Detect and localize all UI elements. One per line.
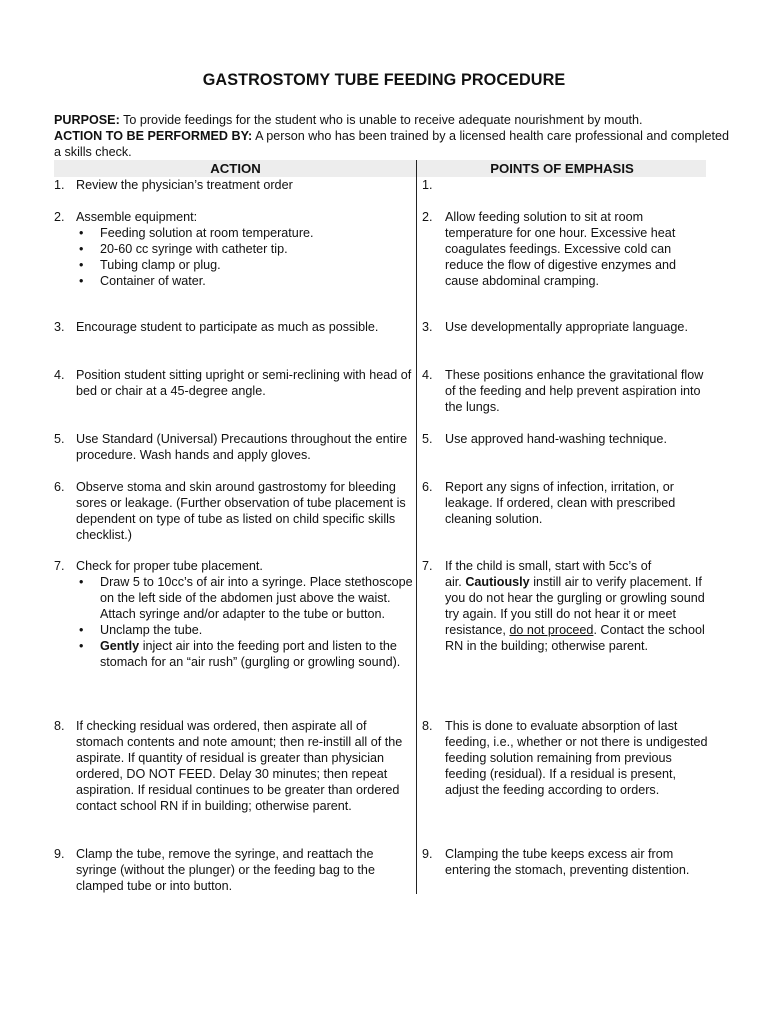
column-header-emphasis: POINTS OF EMPHASIS	[490, 161, 634, 176]
underlined-phrase: do not proceed	[509, 623, 594, 637]
emphasis-step-3	[422, 319, 712, 335]
step-number: 9.	[54, 847, 65, 861]
purpose-label: PURPOSE:	[54, 113, 120, 127]
list-item: • Container of water.	[76, 273, 414, 289]
emphasis-number: 4.	[422, 368, 433, 382]
emphasis-step-4	[422, 367, 712, 415]
emphasis-text-part: . Contact the school RN in the building; otherwise parent.	[445, 623, 705, 653]
step-number: 8.	[54, 719, 65, 733]
step-text: Assemble equipment:	[76, 210, 198, 224]
action-step-7	[54, 558, 414, 670]
emphasis-text-part: air.	[445, 575, 466, 589]
emphasis-word: Cautiously	[465, 575, 530, 589]
action-step-9	[54, 846, 414, 894]
step-text: Check for proper tube placement.	[76, 559, 263, 573]
equipment-list	[76, 225, 414, 289]
column-header-action: ACTION	[210, 161, 261, 176]
list-item-text: inject air into the feeding port and listen to the stomach for an “air rush” (gurgling or growling sound).	[100, 639, 401, 669]
emphasis-text	[445, 558, 712, 654]
action-step-8	[54, 718, 414, 814]
emphasis-text: Report any signs of infection, irritation, or leakage. If ordered, clean with prescribed cleaning solution.	[445, 480, 676, 526]
list-item	[76, 638, 414, 670]
emphasis-number: 5.	[422, 432, 433, 446]
action-by-label: ACTION TO BE PERFORMED BY:	[54, 129, 253, 143]
list-item: • Draw 5 to 10cc’s of air into a syringe. Place stethoscope on the left side of the abdomen just above the waist. Attach syringe and/or adapter to the tube or button.	[76, 574, 414, 622]
step-text: Position student sitting upright or semi-reclining with head of bed or chair at a 45-degree angle.	[76, 368, 412, 398]
step-number: 5.	[54, 432, 65, 446]
emphasis-text: This is done to evaluate absorption of last feeding, i.e., whether or not there is undigested feeding solution remaining from previous feeding (residual). If a residual is present, adjust the feeding according to orders.	[445, 719, 708, 797]
action-step-1	[54, 177, 414, 193]
list-item: • Tubing clamp or plug.	[76, 257, 414, 273]
emphasis-number: 3.	[422, 320, 433, 334]
column-divider	[416, 160, 417, 894]
action-step-3	[54, 319, 414, 335]
action-step-6	[54, 479, 414, 543]
emphasis-number: 6.	[422, 480, 433, 494]
step-text: Encourage student to participate as much as possible.	[76, 320, 379, 334]
action-step-5	[54, 431, 414, 463]
step-text: Observe stoma and skin around gastrostomy for bleeding sores or leakage. (Further observation of tube placement is dependent on type of tube as listed on child specific skills checklist.)	[76, 480, 406, 542]
page-title: GASTROSTOMY TUBE FEEDING PROCEDURE	[202, 71, 566, 89]
step-number: 1.	[54, 178, 65, 192]
emphasis-number: 2.	[422, 210, 433, 224]
emphasis-number: 7.	[422, 559, 433, 573]
emphasis-word: Gently	[100, 639, 140, 653]
emphasis-step-2	[422, 209, 712, 289]
step-number: 4.	[54, 368, 65, 382]
list-item: • 20-60 cc syringe with catheter tip.	[76, 241, 414, 257]
purpose-text: To provide feedings for the student who is unable to receive adequate nourishment by mouth.	[123, 113, 643, 127]
step-number: 6.	[54, 480, 65, 494]
purpose-line	[54, 112, 734, 128]
step-text: Clamp the tube, remove the syringe, and reattach the syringe (without the plunger) or the feeding bag to the clamped tube or into button.	[76, 847, 375, 893]
emphasis-step-7	[422, 558, 712, 654]
action-by-text: A person who has been trained by a licensed health care professional and completed a skills check.	[54, 129, 730, 159]
emphasis-step-5	[422, 431, 712, 447]
list-item: • Feeding solution at room temperature.	[76, 225, 414, 241]
emphasis-text: Use approved hand-washing technique.	[445, 432, 667, 446]
emphasis-text: Use developmentally appropriate language.	[445, 320, 688, 334]
step-text: If checking residual was ordered, then aspirate all of stomach contents and note amount; then re-instill all of the aspirate. If quantity of residual is greater than physician ordered, DO NOT FEED. Delay 30 minutes; then repeat aspiration. If residual continues to be greater than ordered contact school RN if in building; otherwise parent.	[76, 719, 403, 813]
emphasis-number: 8.	[422, 719, 433, 733]
emphasis-number: 1.	[422, 178, 433, 192]
list-item: • Unclamp the tube.	[76, 622, 414, 638]
emphasis-text-part: instill air to verify placement. If you do not hear the gurgling or growling sound try again. If you still do not hear it or meet resistance,	[445, 575, 705, 637]
step-text: Use Standard (Universal) Precautions throughout the entire procedure. Wash hands and apply gloves.	[76, 432, 408, 462]
emphasis-step-6	[422, 479, 712, 527]
action-step-2	[54, 209, 414, 289]
emphasis-step-9	[422, 846, 712, 878]
step-text: Review the physician’s treatment order	[76, 178, 293, 192]
emphasis-text: Clamping the tube keeps excess air from entering the stomach, preventing distention.	[445, 847, 690, 877]
emphasis-text: Allow feeding solution to sit at room temperature for one hour. Excessive heat coagulates feedings. Excessive cold can reduce the flow of digestive enzymes and cause abdominal cramping.	[445, 210, 677, 288]
intro-section	[54, 112, 734, 160]
step-body	[76, 209, 414, 289]
action-by-line	[54, 128, 734, 160]
placement-check-list	[76, 574, 414, 670]
step-number: 7.	[54, 559, 65, 573]
emphasis-number: 9.	[422, 847, 433, 861]
emphasis-text-part: If the child is small, start with 5cc’s of	[445, 559, 652, 573]
action-step-4	[54, 367, 414, 399]
emphasis-text: These positions enhance the gravitational flow of the feeding and help prevent aspiration into the lungs.	[445, 368, 704, 414]
step-body	[76, 558, 414, 670]
step-number: 2.	[54, 210, 65, 224]
emphasis-step-8	[422, 718, 712, 798]
step-number: 3.	[54, 320, 65, 334]
